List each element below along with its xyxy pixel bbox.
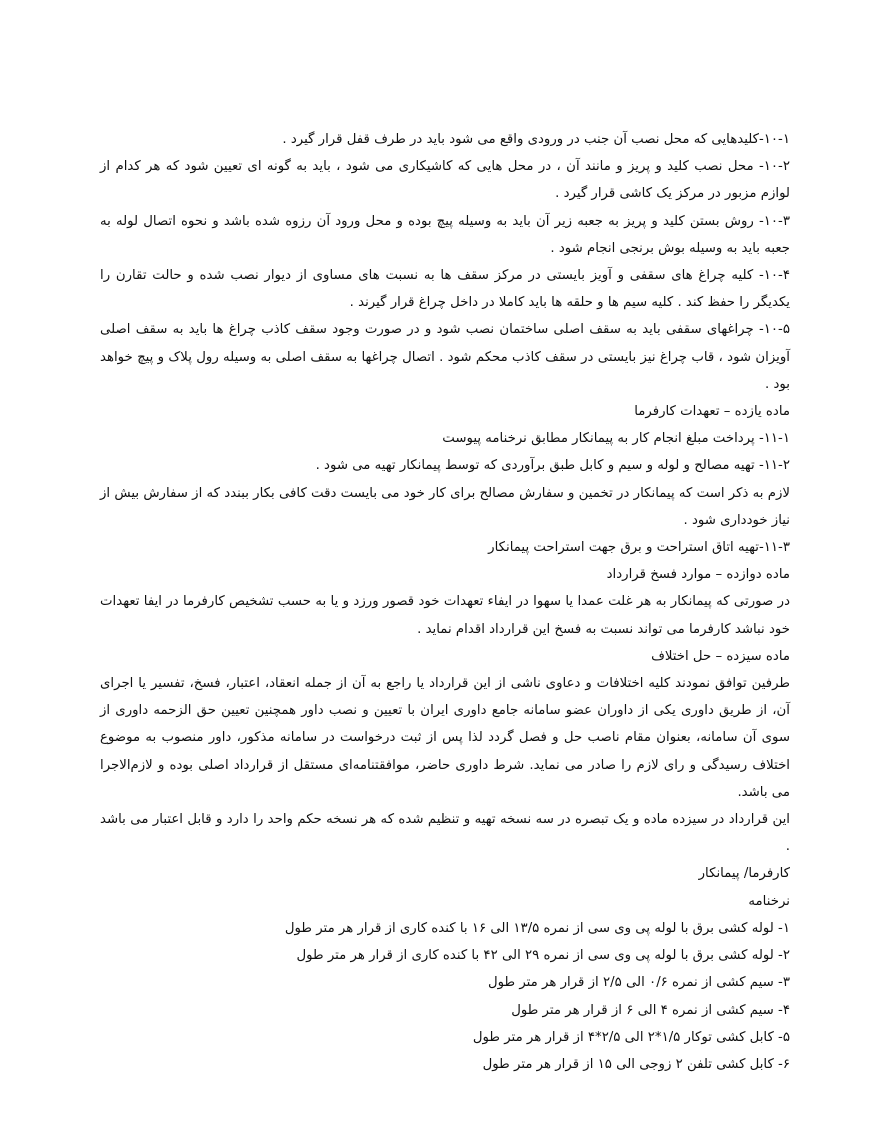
clause-10-5: ۱۰-۵- چراغهای سقفی باید به سقف اصلی ساختمان نصب شود و در صورت وجود سقف کاذب چراغ ها باید به سقف اصلی آویزان شود ، قاب چراغ نیز بایستی در سقف کاذب محکم شود . اتصال چراغها به سقف اصلی به وسیله رول پلاک و پیچ خواهد بود .: [100, 322, 790, 392]
price-item-1: ۱- لوله کشی برق با لوله پی وی سی از نمره ۱۳/۵ الی ۱۶ با کنده کاری از قرار هر متر طول: [284, 920, 790, 936]
contract-text: [100, 126, 790, 1078]
price-item-5: ۵- کابل کشی توکار ۱/۵*۲ الی ۲/۵*۴ از قرار هر متر طول: [472, 1029, 790, 1045]
price-item-3: ۳- سیم کشی از نمره ۰/۶ الی ۲/۵ از قرار هر متر طول: [487, 975, 790, 991]
clause-13-text: طرفین توافق نمودند کلیه اختلافات و دعاوی ناشی از این قرارداد یا راجع به آن از جمله انعقاد، اعتبار، فسخ، تفسیر یا اجرای آن، از طریق داوری یکی از داوران عضو سامانه جامع داوری ایران با تعیین و نصب داور همچنین تعیین حق الزحمه داوری از سوی آن سامانه، بعنوان مقام ناصب حل و فصل گردد لذا پس از ثبت درخواست در سامانه مذکور، داور منصوب به موضوع اختلاف رسیدگی و رای لازم را صادر می نماید. شرط داوری حاضر، موافقتنامه‌ای مستقل از قرارداد اصلی بوده و لازم‌الاجرا می باشد.: [100, 676, 790, 800]
clause-10-4: ۱۰-۴- کلیه چراغ های سقفی و آویز بایستی در مرکز سقف ها به نسبت های مساوی از دیوار نصب شده و حالت تقارن را یکدیگر را حفظ کند . کلیه سیم ها و حلقه ها باید کاملا در داخل چراغ قرار گیرند .: [100, 268, 790, 311]
price-item-2: ۲- لوله کشی برق با لوله پی وی سی از نمره ۲۹ الی ۴۲ با کنده کاری از قرار هر متر طول: [296, 948, 790, 964]
price-list-heading: نرخنامه: [748, 893, 790, 909]
clause-11-2: ۱۱-۲- تهیه مصالح و لوله و سیم و کابل طبق برآوردی که توسط پیمانکار تهیه می شود .: [315, 458, 790, 474]
clause-11-2-note: لازم به ذکر است که پیمانکار در تخمین و سفارش مصالح برای کار خود می بایست دقت کافی بکار ببندد که از سفارش بیش از نیاز خودداری شود .: [100, 485, 790, 528]
article-12-heading: ماده دوازده – موارد فسخ قرارداد: [606, 567, 790, 583]
closing-statement: این قرارداد در سیزده ماده و یک تبصره در سه نسخه تهیه و تنظیم شده که هر نسخه حکم واحد را دارد و قابل اعتبار می باشد .: [100, 812, 790, 855]
article-13-heading: ماده سیزده – حل اختلاف: [651, 648, 790, 664]
clause-12-text: در صورتی که پیمانکار به هر غلت عمدا یا سهوا در ایفاء تعهدات خود قصور ورزد و یا به حسب تشخیص کارفرما در ایفا تعهدات خود نباشد کارفرما می تواند نسبت به فسخ این قرارداد اقدام نماید .: [100, 594, 790, 637]
clause-11-1: ۱۱-۱- پرداخت مبلغ انجام کار به پیمانکار مطابق نرخنامه پیوست: [442, 431, 790, 447]
price-item-4: ۴- سیم کشی از نمره ۴ الی ۶ از قرار هر متر طول: [511, 1002, 790, 1018]
clause-10-2: ۱۰-۲- محل نصب کلید و پریز و مانند آن ، در محل هایی که کاشیکاری می شود ، باید به گونه ای تعیین شود که هر کدام از لوازم مزبور در مرکز یک کاشی قرار گیرد .: [100, 159, 790, 202]
clause-10-1: ۱۰-۱-کلیدهایی که محل نصب آن جنب در ورودی واقع می شود باید در طرف قفل قرار گیرد .: [282, 132, 790, 147]
price-item-6: ۶- کابل کشی تلفن ۲ زوجی الی ۱۵ از قرار هر متر طول: [482, 1056, 790, 1072]
clause-11-3: ۱۱-۳-تهیه اتاق استراحت و برق جهت استراحت پیمانکار: [488, 540, 790, 556]
article-11-heading: ماده یازده – تعهدات کارفرما: [634, 404, 790, 420]
signatories: کارفرما/ پیمانکار: [698, 866, 790, 882]
clause-10-3: ۱۰-۳- روش بستن کلید و پریز به جعبه زیر آن باید به وسیله پیچ بوده و محل ورود آن رزوه شده باشد و نحوه اتصال لوله به جعبه باید به وسیله بوش برنجی انجام شود .: [100, 213, 790, 256]
